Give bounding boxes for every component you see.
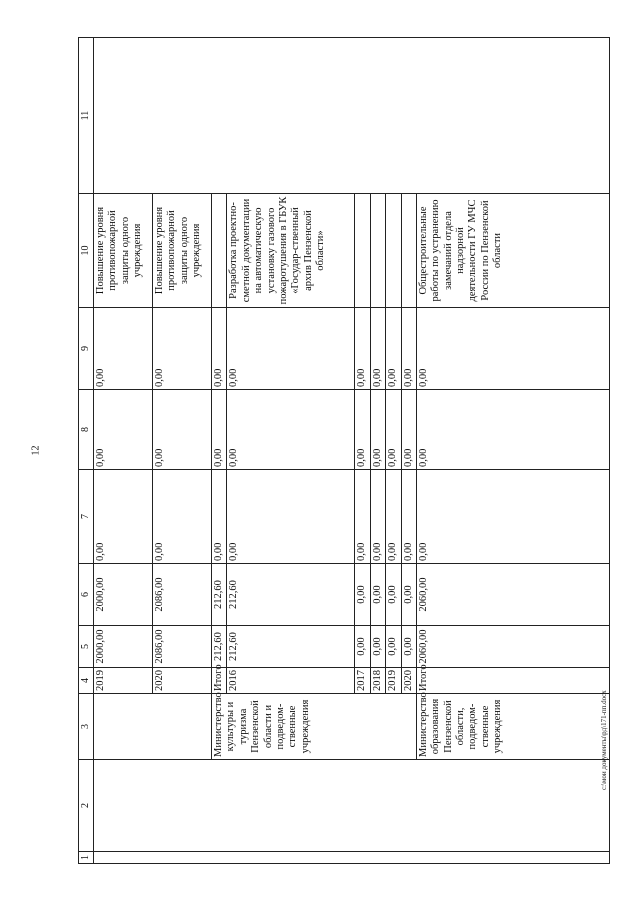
page-number: 12	[30, 445, 42, 456]
value-cell: 2086,00	[153, 626, 212, 668]
value-cell: 0,00	[355, 470, 370, 564]
value-cell: 0,00	[94, 390, 153, 470]
value-cell: 0,00	[370, 470, 385, 564]
table-row	[94, 38, 153, 864]
value-cell: 0,00	[153, 470, 212, 564]
value-cell: 0,00	[355, 308, 370, 390]
value-cell: 0,00	[386, 308, 401, 390]
value-cell: 0,00	[401, 470, 416, 564]
year-cell: 2018	[370, 668, 385, 694]
description-cell: Повышение уровня противопожарной защиты одного учреждения	[153, 194, 212, 308]
year-cell: 2020	[401, 668, 416, 694]
value-cell: 0,00	[370, 390, 385, 470]
year-cell: 2019	[94, 668, 153, 694]
year-cell: Итого	[416, 668, 609, 694]
description-cell	[401, 194, 416, 308]
value-cell: 2060,00	[416, 564, 609, 626]
value-cell: 0,00	[401, 308, 416, 390]
executor-cell: Министерство образования Пензенской области, подведом-ственные учреждения	[416, 694, 609, 760]
description-cell: Разработка проектно-сметной документации на автоматическую установку газового пожаротушения в ГБУК «Государ-ственный архив Пензенской области»	[227, 194, 355, 308]
value-cell: 0,00	[212, 470, 227, 564]
value-cell: 0,00	[370, 564, 385, 626]
value-cell: 212,60	[227, 626, 355, 668]
value-cell: 0,00	[386, 626, 401, 668]
header-row	[79, 38, 94, 864]
col2-cell	[94, 760, 610, 852]
value-cell: 0,00	[153, 390, 212, 470]
value-cell: 0,00	[153, 308, 212, 390]
header-cell: 9	[79, 308, 94, 390]
header-cell: 5	[79, 626, 94, 668]
value-cell: 2060,00	[416, 626, 609, 668]
value-cell: 0,00	[401, 626, 416, 668]
year-cell: 2019	[386, 668, 401, 694]
header-cell: 11	[79, 38, 94, 194]
header-cell: 10	[79, 194, 94, 308]
value-cell: 0,00	[416, 390, 609, 470]
description-cell	[386, 194, 401, 308]
description-cell: Повышение уровня противопожарной защиты одного учреждения	[94, 194, 153, 308]
budget-table	[78, 37, 610, 864]
header-cell: 7	[79, 470, 94, 564]
value-cell: 2086,00	[153, 564, 212, 626]
value-cell: 0,00	[355, 564, 370, 626]
year-cell: 2020	[153, 668, 212, 694]
value-cell: 0,00	[212, 308, 227, 390]
value-cell: 0,00	[227, 390, 355, 470]
description-cell	[370, 194, 385, 308]
value-cell: 0,00	[227, 308, 355, 390]
value-cell: 0,00	[355, 390, 370, 470]
description-cell	[355, 194, 370, 308]
header-cell: 4	[79, 668, 94, 694]
value-cell: 212,60	[227, 564, 355, 626]
description-cell	[212, 194, 227, 308]
col3-cell	[94, 694, 212, 760]
value-cell: 0,00	[416, 470, 609, 564]
value-cell: 212,60	[212, 626, 227, 668]
value-cell: 212,60	[212, 564, 227, 626]
value-cell: 0,00	[355, 626, 370, 668]
value-cell: 2000,00	[94, 564, 153, 626]
col1-cell	[94, 852, 610, 864]
value-cell: 0,00	[227, 470, 355, 564]
year-cell: 2016	[227, 668, 355, 694]
value-cell: 0,00	[401, 564, 416, 626]
header-cell: 6	[79, 564, 94, 626]
value-cell: 0,00	[94, 308, 153, 390]
description-cell: Общестроительные работы по устранению замечаний отдела надзорной деятельности ГУ МЧС России по Пензенской области	[416, 194, 609, 308]
footer-file-path: c:\мои документы\рд\171-пп.docx	[600, 690, 608, 790]
value-cell: 0,00	[370, 626, 385, 668]
executor-cell: Министерство культуры и туризма Пензенской области и подведом-ственные учреждения	[212, 694, 417, 760]
value-cell: 0,00	[94, 470, 153, 564]
header-cell: 8	[79, 390, 94, 470]
year-cell: 2017	[355, 668, 370, 694]
value-cell: 0,00	[386, 390, 401, 470]
header-cell: 2	[79, 760, 94, 852]
value-cell: 0,00	[370, 308, 385, 390]
header-cell: 3	[79, 694, 94, 760]
value-cell: 0,00	[416, 308, 609, 390]
value-cell: 2000,00	[94, 626, 153, 668]
value-cell: 0,00	[386, 470, 401, 564]
col11-cell	[94, 38, 610, 194]
value-cell: 0,00	[401, 390, 416, 470]
value-cell: 0,00	[212, 390, 227, 470]
value-cell: 0,00	[386, 564, 401, 626]
rotated-table-sheet	[78, 38, 610, 864]
header-cell: 1	[79, 852, 94, 864]
year-cell: Итого	[212, 668, 227, 694]
